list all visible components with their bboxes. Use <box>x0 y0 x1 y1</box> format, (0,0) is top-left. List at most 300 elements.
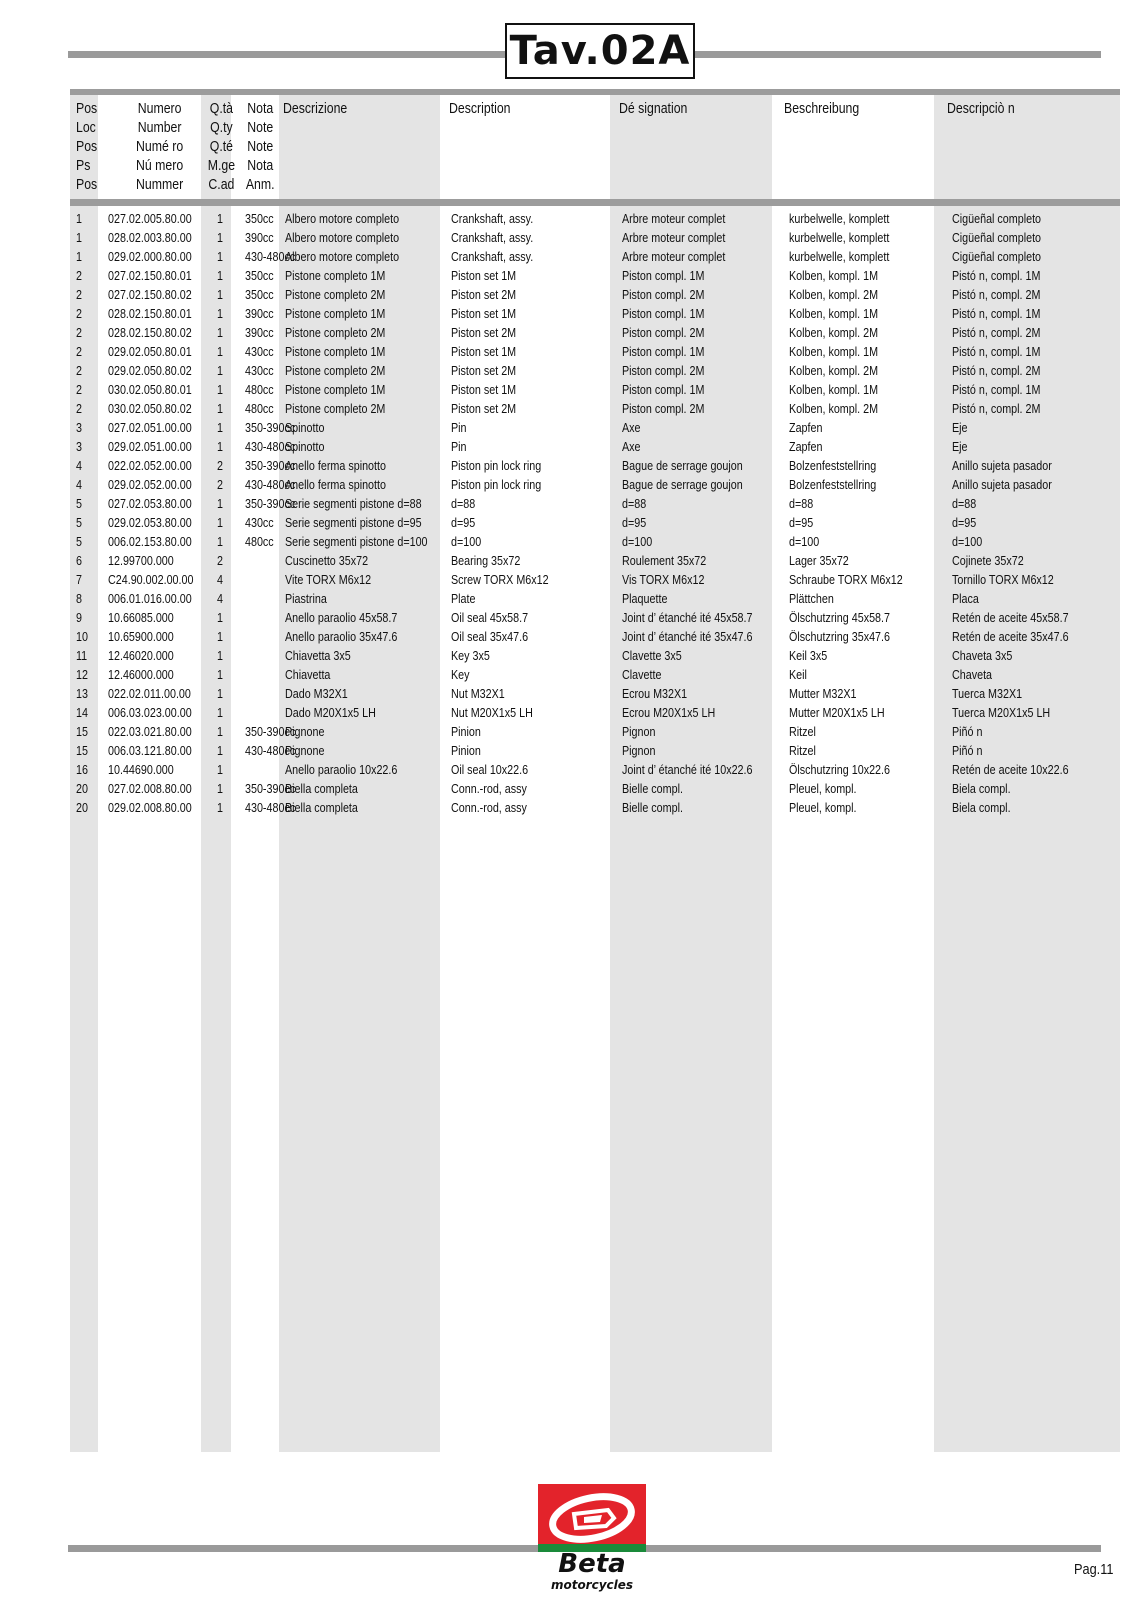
cell-es: Chaveta 3x5 <box>952 649 1013 663</box>
cell-note: 430-480cc <box>245 744 296 758</box>
cell-de: Kolben, kompl. 1M <box>789 383 879 397</box>
cell-en: Piston set 1M <box>451 345 517 359</box>
cell-qty: 1 <box>217 763 223 777</box>
cell-number: 027.02.008.80.00 <box>108 782 192 796</box>
cell-number: 027.02.005.80.00 <box>108 212 192 226</box>
table-row <box>0 533 1131 552</box>
cell-qty: 1 <box>217 535 223 549</box>
header-pos: Pos Loc Pos Ps Pos <box>76 100 98 193</box>
cell-note: 430cc <box>245 364 274 378</box>
cell-de: Kolben, kompl. 1M <box>789 345 879 359</box>
cell-qty: 1 <box>217 630 223 644</box>
cell-es: Pistó n, compl. 2M <box>952 326 1041 340</box>
cell-fr: Pignon <box>622 744 656 758</box>
cell-note: 430cc <box>245 516 274 530</box>
cell-qty: 1 <box>217 668 223 682</box>
cell-note: 430-480cc <box>245 250 296 264</box>
cell-number: 12.99700.000 <box>108 554 174 568</box>
cell-fr: Bielle compl. <box>622 801 683 815</box>
table-row <box>0 780 1131 799</box>
cell-number: 027.02.051.00.00 <box>108 421 192 435</box>
cell-fr: Bielle compl. <box>622 782 683 796</box>
cell-de: Pleuel, kompl. <box>789 782 857 796</box>
cell-it: Piastrina <box>285 592 327 606</box>
cell-qty: 2 <box>217 459 223 473</box>
table-row <box>0 761 1131 780</box>
cell-de: Kolben, kompl. 1M <box>789 269 879 283</box>
table-row <box>0 799 1131 818</box>
cell-es: Retén de aceite 35x47.6 <box>952 630 1069 644</box>
cell-de: d=95 <box>789 516 814 530</box>
cell-qty: 1 <box>217 611 223 625</box>
cell-fr: Axe <box>622 440 641 454</box>
cell-number: 028.02.150.80.01 <box>108 307 192 321</box>
cell-pos: 2 <box>76 288 82 302</box>
cell-es: d=95 <box>952 516 977 530</box>
cell-qty: 4 <box>217 573 223 587</box>
cell-pos: 4 <box>76 478 82 492</box>
cell-fr: Arbre moteur complet <box>622 250 726 264</box>
cell-fr: Piston compl. 1M <box>622 307 705 321</box>
cell-pos: 5 <box>76 516 82 530</box>
cell-fr: Joint d’ étanché ité 35x47.6 <box>622 630 753 644</box>
cell-it: Serie segmenti pistone d=95 <box>285 516 422 530</box>
cell-en: Piston pin lock ring <box>451 459 542 473</box>
header-number: Numero Number Numé ro Nú mero Nummer <box>136 100 184 193</box>
cell-number: 022.02.052.00.00 <box>108 459 192 473</box>
table-row <box>0 343 1131 362</box>
cell-en: Crankshaft, assy. <box>451 250 534 264</box>
cell-fr: Piston compl. 2M <box>622 288 705 302</box>
cell-fr: Ecrou M20X1x5 LH <box>622 706 716 720</box>
cell-de: Ölschutzring 10x22.6 <box>789 763 890 777</box>
cell-pos: 2 <box>76 383 82 397</box>
cell-pos: 6 <box>76 554 82 568</box>
cell-pos: 16 <box>76 763 88 777</box>
table-row <box>0 248 1131 267</box>
cell-es: Biela compl. <box>952 782 1011 796</box>
cell-number: 028.02.003.80.00 <box>108 231 192 245</box>
cell-number: 006.03.023.00.00 <box>108 706 192 720</box>
cell-it: Pignone <box>285 725 325 739</box>
cell-fr: Pignon <box>622 725 656 739</box>
cell-fr: Piston compl. 2M <box>622 402 705 416</box>
cell-number: 12.46020.000 <box>108 649 174 663</box>
cell-number: 029.02.050.80.02 <box>108 364 192 378</box>
cell-en: Nut M20X1x5 LH <box>451 706 533 720</box>
cell-qty: 1 <box>217 364 223 378</box>
cell-qty: 1 <box>217 801 223 815</box>
cell-it: Cuscinetto 35x72 <box>285 554 369 568</box>
cell-note: 350-390cc <box>245 782 296 796</box>
cell-en: Oil seal 35x47.6 <box>451 630 529 644</box>
cell-fr: Joint d’ étanché ité 10x22.6 <box>622 763 753 777</box>
cell-de: Ritzel <box>789 744 816 758</box>
cell-fr: Joint d’ étanché ité 45x58.7 <box>622 611 753 625</box>
table-row <box>0 571 1131 590</box>
cell-en: Pinion <box>451 725 481 739</box>
cell-en: Oil seal 10x22.6 <box>451 763 529 777</box>
table-row <box>0 438 1131 457</box>
cell-qty: 1 <box>217 402 223 416</box>
cell-number: 10.65900.000 <box>108 630 174 644</box>
cell-it: Anello ferma spinotto <box>285 459 386 473</box>
cell-es: Retén de aceite 45x58.7 <box>952 611 1069 625</box>
cell-es: Tuerca M32X1 <box>952 687 1023 701</box>
cell-it: Chiavetta 3x5 <box>285 649 351 663</box>
cell-note: 430-480cc <box>245 801 296 815</box>
cell-it: Anello ferma spinotto <box>285 478 386 492</box>
cell-pos: 20 <box>76 801 88 815</box>
cell-number: C24.90.002.00.00 <box>108 573 194 587</box>
cell-note: 390cc <box>245 307 274 321</box>
cell-en: Key <box>451 668 470 682</box>
cell-pos: 1 <box>76 250 82 264</box>
cell-de: Pleuel, kompl. <box>789 801 857 815</box>
cell-es: Chaveta <box>952 668 993 682</box>
cell-de: Keil <box>789 668 807 682</box>
cell-de: kurbelwelle, komplett <box>789 212 890 226</box>
cell-en: Conn.-rod, assy <box>451 801 527 815</box>
cell-pos: 2 <box>76 307 82 321</box>
cell-qty: 1 <box>217 497 223 511</box>
cell-note: 480cc <box>245 535 274 549</box>
cell-it: Dado M32X1 <box>285 687 348 701</box>
cell-it: Pistone completo 1M <box>285 383 386 397</box>
cell-fr: d=88 <box>622 497 647 511</box>
table-row <box>0 267 1131 286</box>
cell-de: Kolben, kompl. 2M <box>789 364 879 378</box>
table-row <box>0 419 1131 438</box>
cell-it: Serie segmenti pistone d=88 <box>285 497 422 511</box>
cell-pos: 20 <box>76 782 88 796</box>
cell-es: Pistó n, compl. 1M <box>952 383 1041 397</box>
table-row <box>0 609 1131 628</box>
page-number: Pag.11 <box>1074 1561 1114 1578</box>
cell-it: Pistone completo 2M <box>285 288 386 302</box>
cell-pos: 1 <box>76 212 82 226</box>
cell-qty: 1 <box>217 212 223 226</box>
cell-en: Piston set 2M <box>451 364 517 378</box>
table-header-rule <box>70 199 1120 206</box>
cell-qty: 4 <box>217 592 223 606</box>
table-row <box>0 590 1131 609</box>
cell-es: d=88 <box>952 497 977 511</box>
cell-note: 430-480cc <box>245 440 296 454</box>
cell-de: Bolzenfeststellring <box>789 478 877 492</box>
cell-en: Pin <box>451 440 467 454</box>
cell-en: Key 3x5 <box>451 649 490 663</box>
cell-en: Piston set 1M <box>451 269 517 283</box>
cell-de: Ritzel <box>789 725 816 739</box>
table-row <box>0 666 1131 685</box>
cell-en: Piston pin lock ring <box>451 478 542 492</box>
cell-pos: 2 <box>76 345 82 359</box>
cell-number: 006.03.121.80.00 <box>108 744 192 758</box>
table-row <box>0 742 1131 761</box>
cell-es: Cigüeñal completo <box>952 212 1042 226</box>
table-row <box>0 723 1131 742</box>
table-row <box>0 457 1131 476</box>
table-row <box>0 229 1131 248</box>
cell-en: Oil seal 45x58.7 <box>451 611 529 625</box>
logo-tagline: motorcycles <box>550 1578 634 1592</box>
cell-pos: 2 <box>76 269 82 283</box>
cell-pos: 15 <box>76 725 88 739</box>
cell-de: Zapfen <box>789 440 823 454</box>
cell-number: 027.02.150.80.02 <box>108 288 192 302</box>
cell-fr: Ecrou M32X1 <box>622 687 688 701</box>
table-row <box>0 400 1131 419</box>
cell-es: Eje <box>952 421 968 435</box>
table-row <box>0 305 1131 324</box>
cell-qty: 1 <box>217 649 223 663</box>
cell-qty: 1 <box>217 231 223 245</box>
cell-en: Piston set 2M <box>451 402 517 416</box>
cell-de: Zapfen <box>789 421 823 435</box>
cell-note: 350-390cc <box>245 497 296 511</box>
table-row <box>0 552 1131 571</box>
cell-en: Nut M32X1 <box>451 687 505 701</box>
cell-fr: Piston compl. 1M <box>622 345 705 359</box>
cell-qty: 2 <box>217 554 223 568</box>
table-row <box>0 362 1131 381</box>
cell-fr: Piston compl. 2M <box>622 326 705 340</box>
cell-en: Piston set 1M <box>451 383 517 397</box>
cell-es: d=100 <box>952 535 983 549</box>
cell-it: Pistone completo 1M <box>285 345 386 359</box>
cell-es: Piñó n <box>952 744 983 758</box>
cell-pos: 2 <box>76 364 82 378</box>
cell-fr: Bague de serrage goujon <box>622 478 743 492</box>
cell-es: Cigüeñal completo <box>952 250 1042 264</box>
table-row <box>0 704 1131 723</box>
cell-it: Spinotto <box>285 421 325 435</box>
cell-qty: 1 <box>217 440 223 454</box>
cell-number: 029.02.053.80.00 <box>108 516 192 530</box>
cell-note: 390cc <box>245 231 274 245</box>
cell-note: 480cc <box>245 402 274 416</box>
cell-number: 029.02.050.80.01 <box>108 345 192 359</box>
cell-es: Piñó n <box>952 725 983 739</box>
cell-pos: 7 <box>76 573 82 587</box>
cell-de: Ölschutzring 35x47.6 <box>789 630 890 644</box>
cell-pos: 8 <box>76 592 82 606</box>
cell-es: Biela compl. <box>952 801 1011 815</box>
cell-qty: 1 <box>217 326 223 340</box>
cell-fr: Plaquette <box>622 592 668 606</box>
cell-it: Albero motore completo <box>285 250 400 264</box>
cell-de: Bolzenfeststellring <box>789 459 877 473</box>
cell-en: Conn.-rod, assy <box>451 782 527 796</box>
cell-it: Chiavetta <box>285 668 331 682</box>
header-it: Descrizione <box>283 100 348 117</box>
cell-es: Cojinete 35x72 <box>952 554 1024 568</box>
cell-es: Tuerca M20X1x5 LH <box>952 706 1051 720</box>
cell-de: Kolben, kompl. 1M <box>789 307 879 321</box>
cell-en: Plate <box>451 592 476 606</box>
cell-de: Schraube TORX M6x12 <box>789 573 903 587</box>
cell-de: Kolben, kompl. 2M <box>789 288 879 302</box>
cell-de: Mutter M32X1 <box>789 687 857 701</box>
cell-de: Ölschutzring 45x58.7 <box>789 611 890 625</box>
cell-en: d=88 <box>451 497 476 511</box>
cell-note: 480cc <box>245 383 274 397</box>
cell-it: Biella completa <box>285 801 358 815</box>
cell-fr: Arbre moteur complet <box>622 231 726 245</box>
cell-qty: 1 <box>217 725 223 739</box>
header-en: Description <box>449 100 511 117</box>
cell-it: Pistone completo 1M <box>285 307 386 321</box>
cell-note: 350-390cc <box>245 459 296 473</box>
cell-it: Dado M20X1x5 LH <box>285 706 376 720</box>
cell-es: Retén de aceite 10x22.6 <box>952 763 1069 777</box>
cell-pos: 9 <box>76 611 82 625</box>
cell-pos: 12 <box>76 668 88 682</box>
cell-note: 350-390cc <box>245 421 296 435</box>
table-row <box>0 495 1131 514</box>
cell-pos: 2 <box>76 326 82 340</box>
cell-number: 030.02.050.80.02 <box>108 402 192 416</box>
cell-es: Pistó n, compl. 2M <box>952 288 1041 302</box>
cell-de: kurbelwelle, komplett <box>789 250 890 264</box>
cell-it: Anello paraolio 45x58.7 <box>285 611 398 625</box>
cell-qty: 1 <box>217 250 223 264</box>
cell-qty: 1 <box>217 421 223 435</box>
cell-de: Kolben, kompl. 2M <box>789 402 879 416</box>
cell-it: Serie segmenti pistone d=100 <box>285 535 428 549</box>
cell-fr: d=95 <box>622 516 647 530</box>
table-row <box>0 647 1131 666</box>
cell-qty: 1 <box>217 288 223 302</box>
table-row <box>0 286 1131 305</box>
cell-number: 022.02.011.00.00 <box>108 687 191 701</box>
cell-es: Eje <box>952 440 968 454</box>
cell-de: kurbelwelle, komplett <box>789 231 890 245</box>
cell-fr: Clavette 3x5 <box>622 649 682 663</box>
cell-en: Pinion <box>451 744 481 758</box>
table-row <box>0 210 1131 229</box>
cell-pos: 11 <box>76 649 88 663</box>
cell-en: Piston set 2M <box>451 288 517 302</box>
header-note: Nota Note Note Nota Anm. <box>245 100 275 193</box>
cell-fr: Arbre moteur complet <box>622 212 726 226</box>
cell-number: 006.01.016.00.00 <box>108 592 192 606</box>
cell-it: Pistone completo 2M <box>285 364 386 378</box>
cell-fr: Axe <box>622 421 641 435</box>
cell-fr: Piston compl. 1M <box>622 269 705 283</box>
table-row <box>0 324 1131 343</box>
cell-qty: 1 <box>217 782 223 796</box>
cell-fr: Clavette <box>622 668 662 682</box>
logo-brand: Beta <box>558 1549 626 1579</box>
cell-qty: 1 <box>217 744 223 758</box>
cell-number: 029.02.000.80.00 <box>108 250 192 264</box>
table-row <box>0 628 1131 647</box>
cell-number: 030.02.050.80.01 <box>108 383 192 397</box>
cell-de: d=100 <box>789 535 820 549</box>
cell-es: Anillo sujeta pasador <box>952 478 1052 492</box>
cell-en: d=95 <box>451 516 476 530</box>
cell-de: Plättchen <box>789 592 834 606</box>
cell-fr: Roulement 35x72 <box>622 554 707 568</box>
cell-note: 390cc <box>245 326 274 340</box>
cell-es: Pistó n, compl. 2M <box>952 364 1041 378</box>
cell-es: Pistó n, compl. 1M <box>952 307 1041 321</box>
table-row <box>0 476 1131 495</box>
cell-qty: 1 <box>217 307 223 321</box>
cell-note: 350cc <box>245 212 274 226</box>
cell-fr: d=100 <box>622 535 653 549</box>
cell-qty: 1 <box>217 706 223 720</box>
cell-number: 029.02.052.00.00 <box>108 478 192 492</box>
cell-es: Anillo sujeta pasador <box>952 459 1052 473</box>
cell-es: Cigüeñal completo <box>952 231 1042 245</box>
cell-qty: 1 <box>217 269 223 283</box>
cell-note: 430-480cc <box>245 478 296 492</box>
header-qty: Q.tà Q.ty Q.té M.ge C.ad <box>207 100 236 193</box>
cell-pos: 15 <box>76 744 88 758</box>
cell-it: Vite TORX M6x12 <box>285 573 372 587</box>
cell-es: Pistó n, compl. 2M <box>952 402 1041 416</box>
cell-de: Kolben, kompl. 2M <box>789 326 879 340</box>
cell-en: d=100 <box>451 535 482 549</box>
cell-number: 029.02.051.00.00 <box>108 440 192 454</box>
cell-qty: 1 <box>217 383 223 397</box>
cell-en: Bearing 35x72 <box>451 554 521 568</box>
cell-pos: 5 <box>76 497 82 511</box>
cell-en: Crankshaft, assy. <box>451 231 534 245</box>
cell-qty: 2 <box>217 478 223 492</box>
cell-de: d=88 <box>789 497 814 511</box>
cell-it: Pignone <box>285 744 325 758</box>
cell-en: Piston set 2M <box>451 326 517 340</box>
cell-fr: Vis TORX M6x12 <box>622 573 705 587</box>
cell-en: Piston set 1M <box>451 307 517 321</box>
table-top-rule <box>70 89 1120 95</box>
cell-de: Lager 35x72 <box>789 554 849 568</box>
cell-note: 350-390cc <box>245 725 296 739</box>
cell-qty: 1 <box>217 687 223 701</box>
cell-number: 006.02.153.80.00 <box>108 535 192 549</box>
cell-it: Albero motore completo <box>285 231 400 245</box>
cell-fr: Piston compl. 2M <box>622 364 705 378</box>
cell-pos: 5 <box>76 535 82 549</box>
cell-number: 027.02.053.80.00 <box>108 497 192 511</box>
cell-en: Crankshaft, assy. <box>451 212 534 226</box>
cell-en: Pin <box>451 421 467 435</box>
cell-es: Pistó n, compl. 1M <box>952 269 1041 283</box>
cell-number: 022.03.021.80.00 <box>108 725 192 739</box>
cell-pos: 1 <box>76 231 82 245</box>
cell-pos: 14 <box>76 706 88 720</box>
cell-number: 029.02.008.80.00 <box>108 801 192 815</box>
cell-it: Albero motore completo <box>285 212 400 226</box>
cell-it: Anello paraolio 35x47.6 <box>285 630 398 644</box>
cell-de: Keil 3x5 <box>789 649 828 663</box>
header-de: Beschreibung <box>784 100 860 117</box>
cell-pos: 3 <box>76 421 82 435</box>
cell-de: Mutter M20X1x5 LH <box>789 706 885 720</box>
header-fr: Dé signation <box>619 100 688 117</box>
table-row <box>0 514 1131 533</box>
cell-number: 028.02.150.80.02 <box>108 326 192 340</box>
page-title: Tav.02A <box>505 23 695 79</box>
cell-qty: 1 <box>217 516 223 530</box>
cell-number: 12.46000.000 <box>108 668 174 682</box>
cell-pos: 2 <box>76 402 82 416</box>
table-row <box>0 381 1131 400</box>
